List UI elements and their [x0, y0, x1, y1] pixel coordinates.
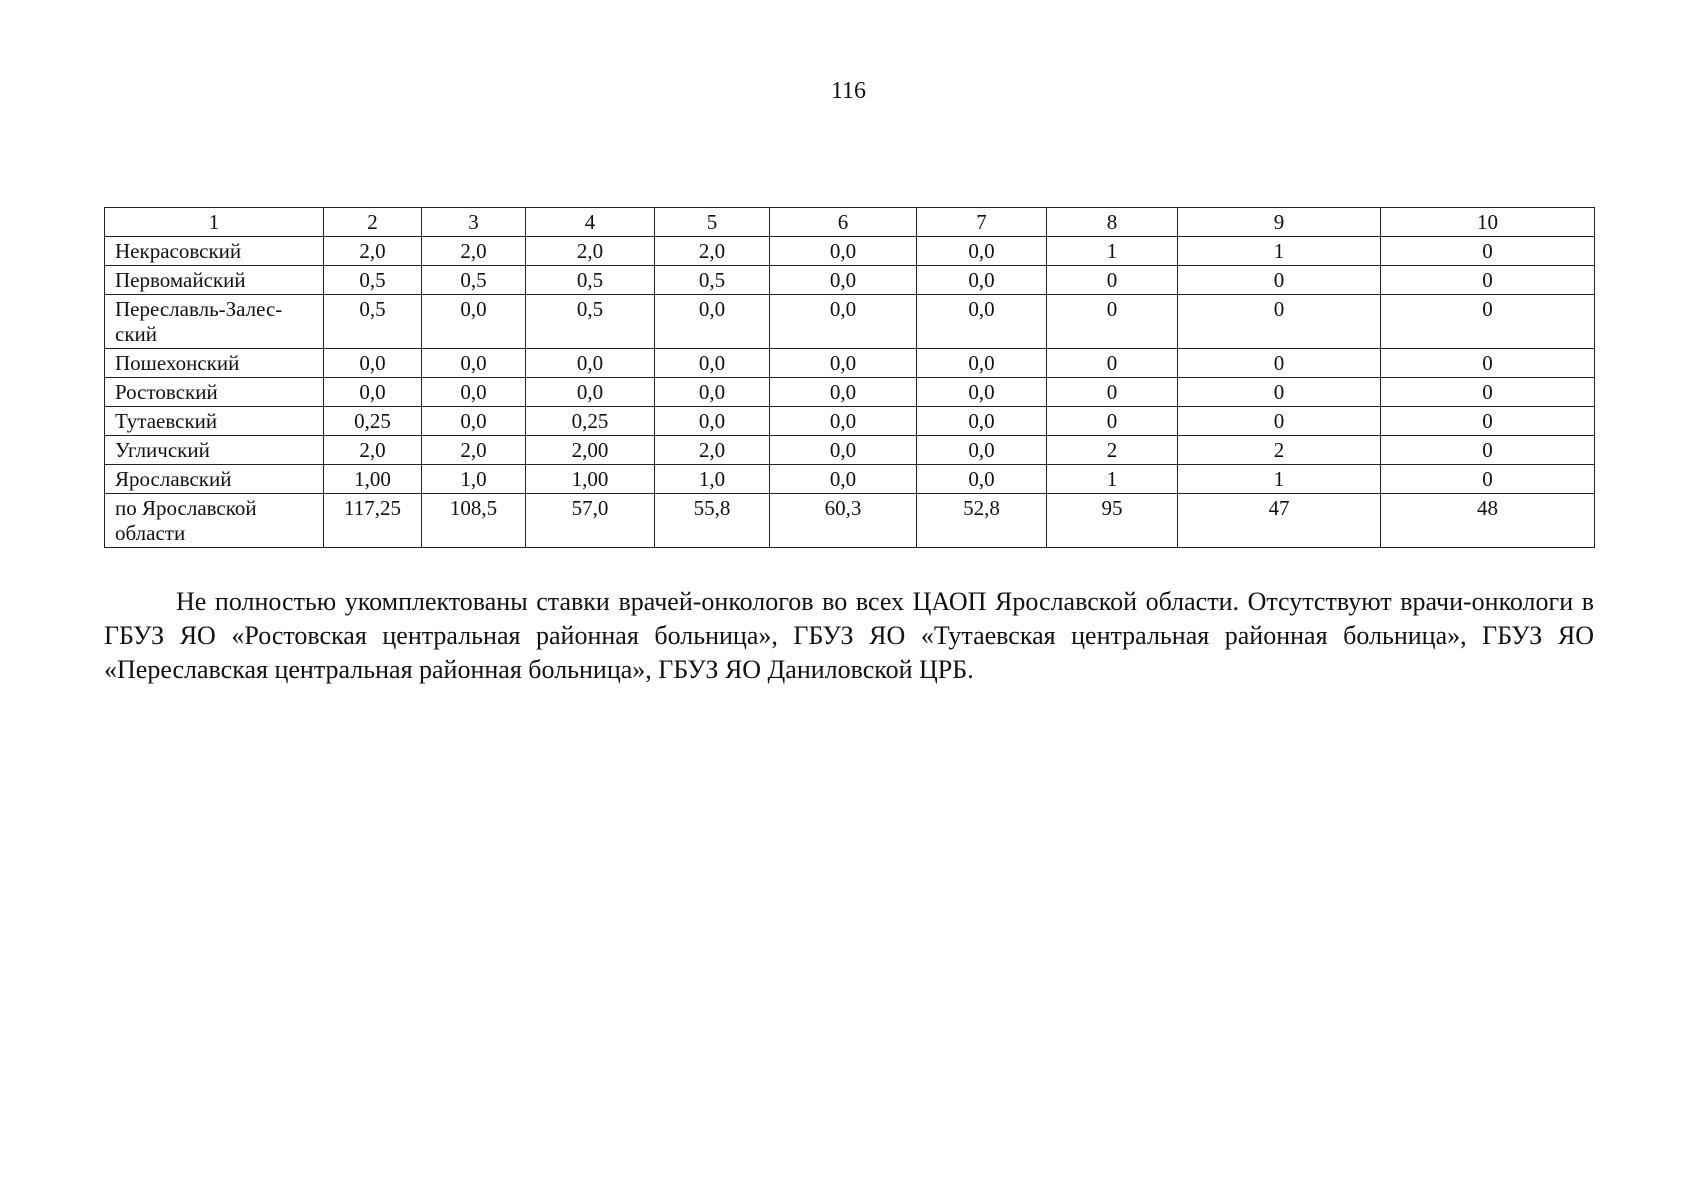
- district-name: Тутаевский: [105, 407, 324, 436]
- table-cell: 2: [1178, 436, 1381, 465]
- table-cell: 0: [1047, 349, 1178, 378]
- table-cell: 0,25: [324, 407, 422, 436]
- table-cell: 0,5: [655, 266, 770, 295]
- table-cell: 0,0: [655, 407, 770, 436]
- table-cell: 1: [1178, 237, 1381, 266]
- table-header-row: [105, 208, 1595, 237]
- table-cell: 0,0: [324, 349, 422, 378]
- table-cell: 95: [1047, 494, 1178, 548]
- table-cell: 0,0: [422, 349, 526, 378]
- table-cell: 0,0: [917, 349, 1047, 378]
- table-cell: 0,0: [526, 378, 655, 407]
- table-cell: 0,0: [655, 349, 770, 378]
- district-name: Переславль-Залес-ский: [105, 295, 324, 349]
- table-cell: 0,25: [526, 407, 655, 436]
- column-number: 6: [770, 208, 917, 237]
- table-cell: 0,0: [770, 295, 917, 349]
- table-cell: 1,0: [422, 465, 526, 494]
- table-cell: 2,0: [324, 237, 422, 266]
- column-number: 3: [422, 208, 526, 237]
- table-cell: 0,0: [917, 378, 1047, 407]
- district-name: Ярославский: [105, 465, 324, 494]
- table-cell: 0: [1178, 378, 1381, 407]
- table-cell: 2,0: [422, 436, 526, 465]
- table-cell: 1,00: [324, 465, 422, 494]
- district-name: Ростовский: [105, 378, 324, 407]
- table-cell: 0,5: [324, 266, 422, 295]
- table-cell: 0,0: [770, 378, 917, 407]
- data-table: [104, 207, 1595, 548]
- district-name: по Ярославской области: [105, 494, 324, 548]
- district-name: Пошехонский: [105, 349, 324, 378]
- table-cell: 0,0: [526, 349, 655, 378]
- table-cell: 0,5: [526, 295, 655, 349]
- table-cell: 2: [1047, 436, 1178, 465]
- table-row: [105, 349, 1595, 378]
- table-cell: 0,0: [655, 378, 770, 407]
- district-name: Угличский: [105, 436, 324, 465]
- table-cell: 0,0: [917, 407, 1047, 436]
- table-cell: 0,0: [917, 237, 1047, 266]
- page-number: 116: [830, 78, 867, 104]
- table-cell: 2,00: [526, 436, 655, 465]
- table-cell: 0,0: [770, 436, 917, 465]
- table-row: [105, 295, 1595, 349]
- table-cell: 108,5: [422, 494, 526, 548]
- table-cell: 0,0: [655, 295, 770, 349]
- table-cell: 0: [1178, 266, 1381, 295]
- table-cell: 0,0: [770, 407, 917, 436]
- table-cell: 0,0: [770, 465, 917, 494]
- table-cell: 52,8: [917, 494, 1047, 548]
- table-cell: 2,0: [526, 237, 655, 266]
- body-paragraph: Не полностью укомплектованы ставки врачей-онкологов во всех ЦАОП Ярославской области. Отсутствуют врачи-онкологи в ГБУЗ ЯО «Ростовская центральная районная больница», ГБУЗ ЯО «Тутаевская центральная районная больница», ГБУЗ ЯО «Переславская центральная районная больница», ГБУЗ ЯО Даниловской ЦРБ.: [104, 587, 1594, 684]
- table-cell: 0: [1381, 237, 1595, 266]
- table-cell: 0: [1178, 295, 1381, 349]
- table-cell: 0,5: [526, 266, 655, 295]
- table-cell: 0,0: [770, 266, 917, 295]
- table-cell: 2,0: [655, 436, 770, 465]
- table-row: [105, 494, 1595, 548]
- table-cell: 0,0: [917, 266, 1047, 295]
- table-cell: 0,0: [917, 436, 1047, 465]
- table-cell: 2,0: [324, 436, 422, 465]
- table-cell: 2,0: [422, 237, 526, 266]
- table-cell: 0: [1178, 349, 1381, 378]
- column-number: 10: [1381, 208, 1595, 237]
- table-cell: 0,0: [324, 378, 422, 407]
- table-row: [105, 407, 1595, 436]
- column-number: 5: [655, 208, 770, 237]
- table-cell: 0,0: [770, 349, 917, 378]
- column-number: 7: [917, 208, 1047, 237]
- table-cell: 0: [1381, 378, 1595, 407]
- table-row: [105, 237, 1595, 266]
- table-cell: 1,0: [655, 465, 770, 494]
- table-cell: 2,0: [655, 237, 770, 266]
- column-number: 1: [105, 208, 324, 237]
- district-name: Некрасовский: [105, 237, 324, 266]
- table-cell: 60,3: [770, 494, 917, 548]
- table-cell: 0: [1047, 407, 1178, 436]
- table-cell: 47: [1178, 494, 1381, 548]
- table-cell: 0,5: [422, 266, 526, 295]
- table-cell: 0: [1047, 266, 1178, 295]
- column-number: 4: [526, 208, 655, 237]
- table-row: [105, 465, 1595, 494]
- table-cell: 0,0: [422, 378, 526, 407]
- table-row: [105, 266, 1595, 295]
- table-cell: 57,0: [526, 494, 655, 548]
- table-cell: 0,0: [770, 237, 917, 266]
- table-cell: 0: [1381, 349, 1595, 378]
- table-cell: 55,8: [655, 494, 770, 548]
- table-body: [105, 208, 1595, 548]
- table-cell: 1: [1047, 465, 1178, 494]
- table-cell: 0: [1381, 407, 1595, 436]
- table-cell: 0: [1381, 266, 1595, 295]
- column-number: 8: [1047, 208, 1178, 237]
- table-row: [105, 436, 1595, 465]
- table-cell: 0: [1381, 295, 1595, 349]
- table-cell: 0: [1178, 407, 1381, 436]
- table-row: [105, 378, 1595, 407]
- table-cell: 0,5: [324, 295, 422, 349]
- table-cell: 0,0: [422, 407, 526, 436]
- table-cell: 0: [1047, 378, 1178, 407]
- table-cell: 0: [1381, 465, 1595, 494]
- column-number: 9: [1178, 208, 1381, 237]
- table-cell: 1: [1047, 237, 1178, 266]
- district-name: Первомайский: [105, 266, 324, 295]
- table-cell: 0,0: [917, 295, 1047, 349]
- table-cell: 0,0: [422, 295, 526, 349]
- table-cell: 1,00: [526, 465, 655, 494]
- column-number: 2: [324, 208, 422, 237]
- table-cell: 0: [1381, 436, 1595, 465]
- table-cell: 117,25: [324, 494, 422, 548]
- table-cell: 0: [1047, 295, 1178, 349]
- table-cell: 48: [1381, 494, 1595, 548]
- table-cell: 1: [1178, 465, 1381, 494]
- table-cell: 0,0: [917, 465, 1047, 494]
